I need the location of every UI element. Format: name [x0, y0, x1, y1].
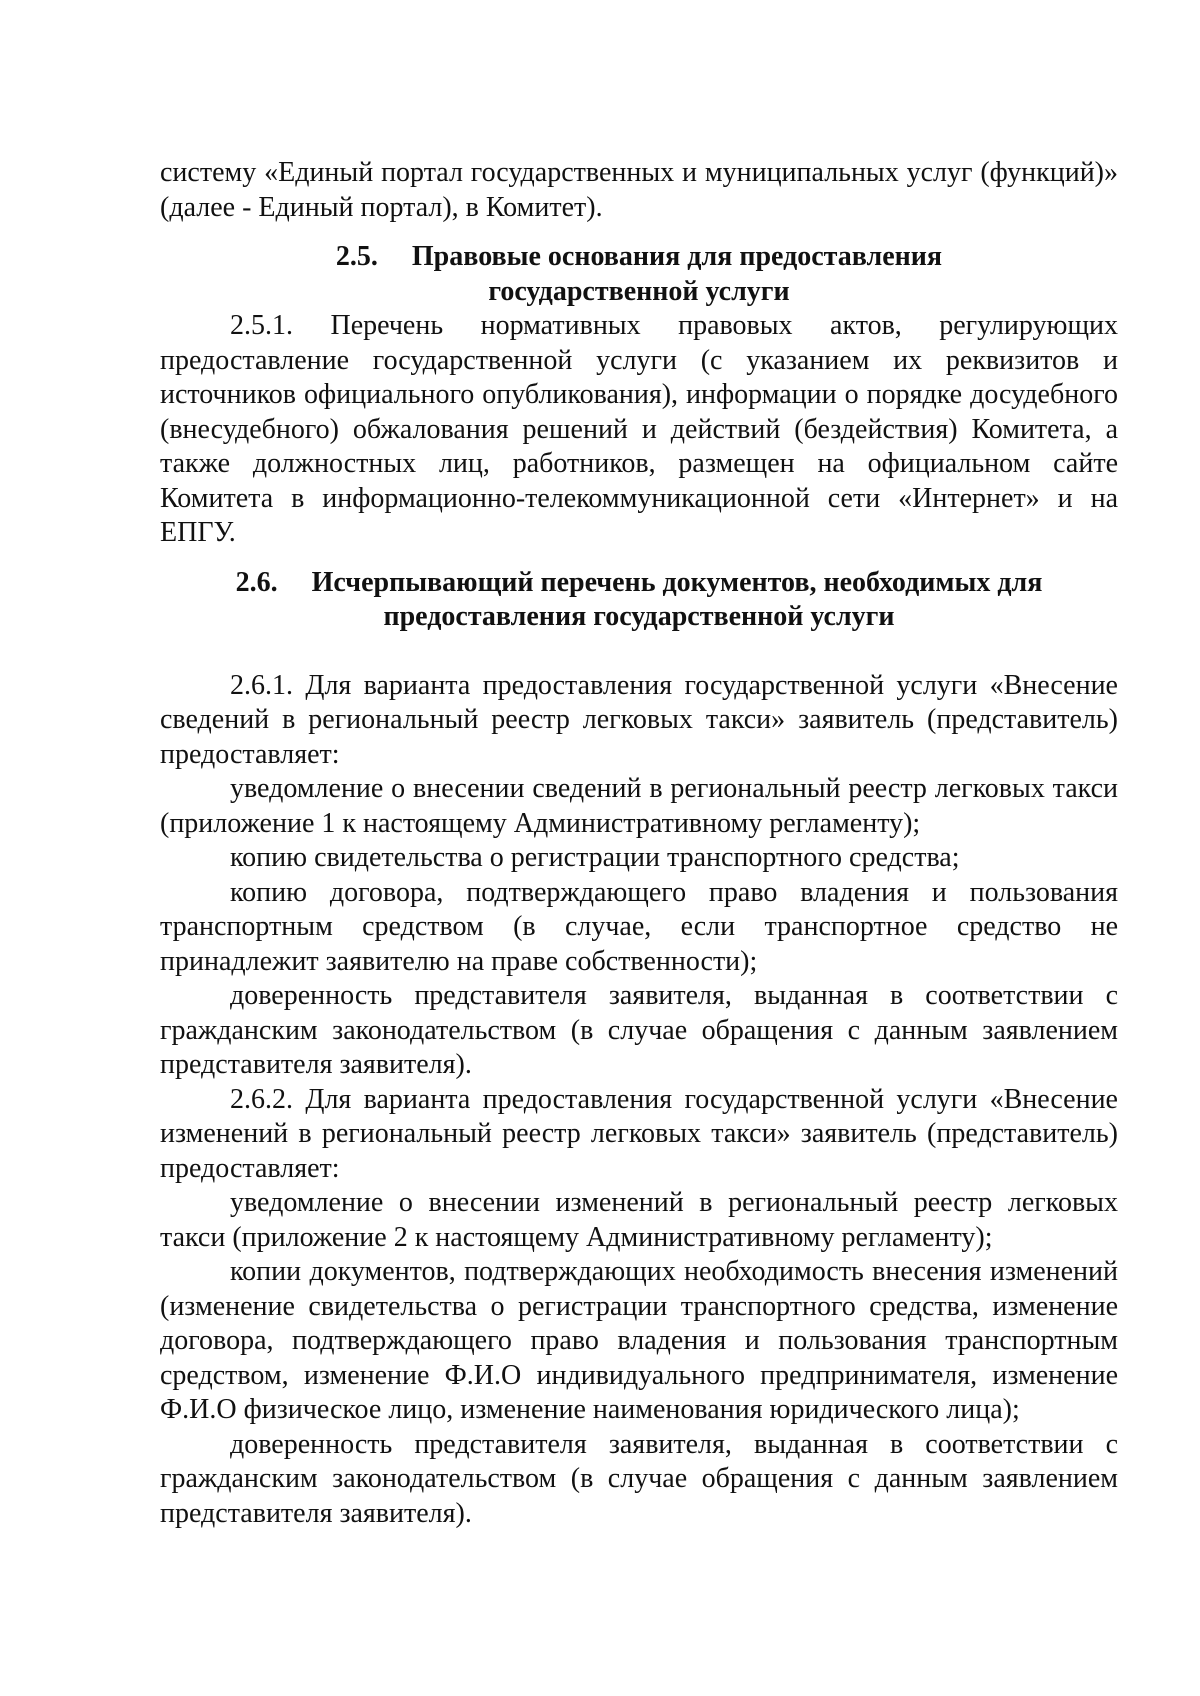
- section-2-6-heading: [160, 566, 1118, 635]
- section-2-6-number: 2.6.: [235, 566, 278, 598]
- paragraph-2-6-2: 2.6.2. Для варианта предоставления государственной услуги «Внесение изменений в региональный реестр легковых такси» заявитель (представитель) предоставляет:: [160, 1083, 1118, 1184]
- section-2-6-heading-line1: [160, 566, 1118, 601]
- spacer: [160, 635, 1118, 669]
- paragraph-2-6-1: 2.6.1. Для варианта предоставления государственной услуги «Внесение сведений в региональный реестр легковых такси» заявитель (представитель) предоставляет:: [160, 669, 1118, 770]
- list-item: копию договора, подтверждающего право владения и пользования транспортным средством (в случае, если транспортное средство не принадлежит заявителю на праве собственности);: [160, 876, 1118, 977]
- intro-paragraph: систему «Единый портал государственных и муниципальных услуг (функций)» (далее - Единый портал), в Комитет).: [160, 157, 1118, 223]
- section-2-5-title-line1: Правовые основания для предоставления: [411, 241, 943, 272]
- document-body: [160, 156, 1118, 1531]
- list-item: доверенность представителя заявителя, выданная в соответствии с гражданским законодательством (в случае обращения с данным заявлением представителя заявителя).: [160, 980, 1118, 1080]
- section-2-5-heading: [160, 240, 1118, 309]
- list-item: уведомление о внесении сведений в региональный реестр легковых такси (приложение 1 к настоящему Административному регламенту);: [160, 773, 1118, 839]
- section-2-5-number: 2.5.: [335, 241, 378, 272]
- section-2-5-title-line2: государственной услуги: [488, 275, 790, 307]
- section-2-6-title-line1: Исчерпывающий перечень документов, необходимых для: [311, 566, 1043, 598]
- section-2-5-heading-line1: [160, 240, 1118, 275]
- list-item: доверенность представителя заявителя, выданная в соответствии с гражданским законодательством (в случае обращения с данным заявлением представителя заявителя).: [160, 1428, 1118, 1529]
- list-item: уведомление о внесении изменений в региональный реестр легковых такси (приложение 2 к настоящему Административному регламенту);: [160, 1187, 1118, 1253]
- section-2-6-title-line2: предоставления государственной услуги: [383, 601, 895, 632]
- paragraph-2-5-1: 2.5.1. Перечень нормативных правовых актов, регулирующих предоставление государственной услуги (с указанием их реквизитов и источников официального опубликования), информации о порядке досудебного (внесудебного) обжалования решений и действий (бездействия) Комитета, а также должностных лиц, работников, размещен на официальном сайте Комитета в информационно-телекоммуникационной сети «Интернет» и на ЕПГУ.: [160, 310, 1118, 548]
- list-item: копию свидетельства о регистрации транспортного средства;: [230, 842, 960, 873]
- list-item: копии документов, подтверждающих необходимость внесения изменений (изменение свидетельства о регистрации транспортного средства, изменение договора, подтверждающего право владения и пользования транспортным средством, изменение Ф.И.О индивидуального предпринимателя, изменение Ф.И.О физическое лицо, изменение наименования юридического лица);: [160, 1256, 1118, 1425]
